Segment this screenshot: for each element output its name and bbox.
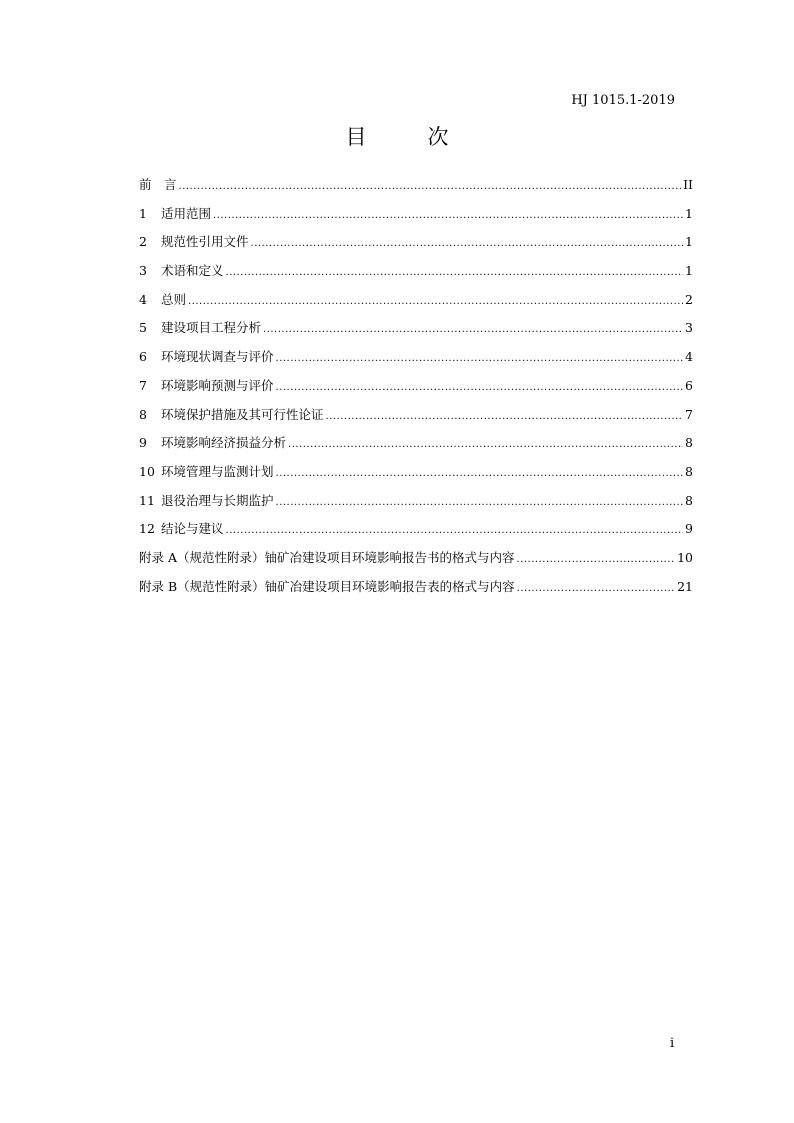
toc-entry[interactable] xyxy=(139,519,693,548)
toc-entry-label: 附录 B（规范性附录）铀矿冶建设项目环境影响报告表的格式与内容 xyxy=(139,578,515,594)
toc-entry[interactable] xyxy=(139,232,693,261)
toc-entry-label: 环境管理与监测计划 xyxy=(161,463,274,479)
toc-leader-dots xyxy=(276,468,684,479)
toc-entry[interactable] xyxy=(139,405,693,434)
table-of-contents xyxy=(139,175,693,605)
toc-leader-dots xyxy=(276,382,684,393)
toc-entry[interactable] xyxy=(139,491,693,520)
toc-entry[interactable] xyxy=(139,376,693,405)
toc-entry-number: 1 xyxy=(139,205,147,221)
toc-leader-dots xyxy=(251,238,684,249)
toc-entry-label: 环境影响经济损益分析 xyxy=(161,435,287,451)
toc-leader-dots xyxy=(226,267,684,278)
toc-leader-dots xyxy=(517,554,676,565)
toc-entry-page: 4 xyxy=(685,349,693,365)
toc-entry-page: 1 xyxy=(685,205,693,221)
toc-entry[interactable] xyxy=(139,175,693,204)
toc-entry-page: 10 xyxy=(677,549,693,565)
toc-entry[interactable] xyxy=(139,261,693,290)
toc-entry-label: 退役治理与长期监护 xyxy=(161,492,274,508)
toc-entry-number: 10 xyxy=(139,463,155,479)
toc-entry-number: 11 xyxy=(139,492,155,508)
toc-entry-label: 规范性引用文件 xyxy=(161,234,249,250)
toc-entry-page: 1 xyxy=(685,234,693,250)
toc-entry-label: 环境现状调查与评价 xyxy=(161,349,274,365)
toc-entry[interactable] xyxy=(139,462,693,491)
toc-entry-label: 建设项目工程分析 xyxy=(161,320,262,336)
toc-leader-dots xyxy=(213,210,683,221)
toc-entry-page: 1 xyxy=(685,263,693,279)
toc-entry-number: 2 xyxy=(139,234,147,250)
toc-entry-label: 术语和定义 xyxy=(161,263,224,279)
toc-entry[interactable] xyxy=(139,204,693,233)
toc-entry-page: 6 xyxy=(685,377,693,393)
toc-entry-page: 8 xyxy=(685,492,693,508)
toc-entry-page: 8 xyxy=(685,463,693,479)
toc-entry-appendix-a[interactable] xyxy=(139,548,693,577)
toc-entry-page: 2 xyxy=(685,291,693,307)
toc-entry-page: 9 xyxy=(685,521,693,537)
standard-code: HJ 1015.1-2019 xyxy=(571,93,675,108)
toc-entry-number: 4 xyxy=(139,291,147,307)
toc-entry[interactable] xyxy=(139,318,693,347)
toc-leader-dots xyxy=(226,525,684,536)
toc-entry-page: II xyxy=(683,177,693,192)
toc-entry-label: 结论与建议 xyxy=(161,521,224,537)
toc-entry-page: 21 xyxy=(677,578,693,594)
toc-entry-label: 环境保护措施及其可行性论证 xyxy=(161,406,324,422)
toc-entry-number: 12 xyxy=(139,521,155,537)
toc-leader-dots xyxy=(288,439,683,450)
toc-leader-dots xyxy=(263,324,683,335)
toc-leader-dots xyxy=(276,353,684,364)
toc-entry-label: 总则 xyxy=(161,291,187,307)
page-title: 目 次 xyxy=(345,125,469,149)
toc-entry[interactable] xyxy=(139,433,693,462)
toc-entry[interactable] xyxy=(139,290,693,319)
toc-entry-number: 9 xyxy=(139,435,147,451)
toc-entry-number: 5 xyxy=(139,320,147,336)
toc-entry[interactable] xyxy=(139,347,693,376)
toc-leader-dots xyxy=(188,296,683,307)
toc-leader-dots xyxy=(179,181,682,192)
toc-entry-label: 环境影响预测与评价 xyxy=(161,377,274,393)
toc-entry-number: 7 xyxy=(139,377,147,393)
toc-entry-label: 附录 A（规范性附录）铀矿冶建设项目环境影响报告书的格式与内容 xyxy=(139,549,515,565)
toc-leader-dots xyxy=(517,583,675,594)
toc-entry-number: 8 xyxy=(139,406,147,422)
toc-entry-page: 7 xyxy=(685,406,693,422)
toc-entry-appendix-b[interactable] xyxy=(139,577,693,606)
toc-leader-dots xyxy=(276,497,684,508)
toc-entry-number: 3 xyxy=(139,263,147,279)
toc-entry-page: 8 xyxy=(685,435,693,451)
toc-entry-label: 前 言 xyxy=(139,177,177,192)
toc-entry-label: 适用范围 xyxy=(161,205,212,221)
page-number: i xyxy=(670,1036,675,1051)
toc-leader-dots xyxy=(326,411,684,422)
toc-entry-number: 6 xyxy=(139,349,147,365)
toc-entry-page: 3 xyxy=(685,320,693,336)
